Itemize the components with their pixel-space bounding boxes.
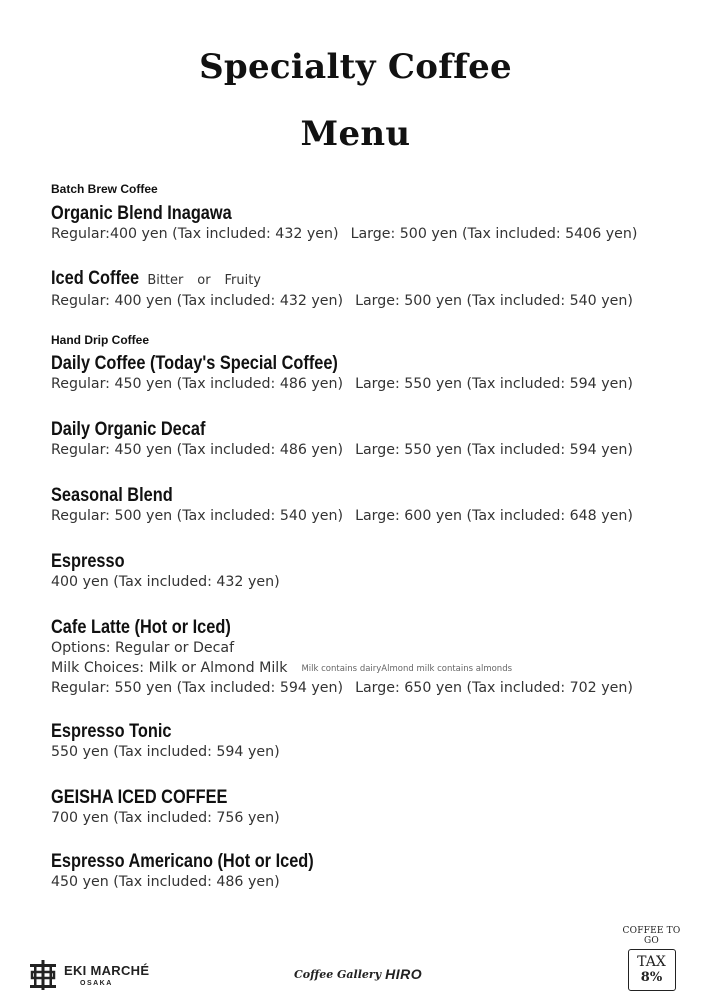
- coffee-gallery-text: Coffee Gallery: [294, 967, 382, 981]
- eki-marche-icon: [26, 958, 60, 992]
- large-price: Large: 550 yen (Tax included: 594 yen): [355, 442, 633, 458]
- item-price: 700 yen (Tax included: 756 yen): [51, 810, 280, 826]
- item-name: Espresso Tonic: [51, 721, 172, 742]
- allergen-note: Milk contains dairyAlmond milk contains almonds: [301, 663, 513, 674]
- item-price-line: [51, 441, 691, 461]
- item-price: 550 yen (Tax included: 594 yen): [51, 744, 280, 760]
- item-name: Daily Organic Decaf: [51, 419, 206, 440]
- item-name: Espresso Americano (Hot or Iced): [51, 851, 314, 872]
- item-name: GEISHA ICED COFFEE: [51, 787, 228, 808]
- eki-marche-logo: [26, 958, 149, 992]
- tax-label: TAX: [637, 954, 666, 970]
- item-name: Daily Coffee (Today's Special Coffee): [51, 353, 338, 374]
- regular-price: Regular: 450 yen (Tax included: 486 yen): [51, 376, 344, 392]
- latte-options: Options: Regular or Decaf: [51, 640, 235, 656]
- regular-price: Regular:400 yen (Tax included: 432 yen): [51, 226, 339, 242]
- item-price-line: [51, 679, 691, 699]
- section-hand-drip: Hand Drip Coffee: [51, 333, 150, 347]
- tax-box: [628, 949, 676, 991]
- option-bitter: Bitter: [147, 273, 184, 288]
- tax-badge: [614, 926, 689, 991]
- regular-price: Regular: 550 yen (Tax included: 594 yen): [51, 680, 344, 696]
- hiro-logo-text: HIRO: [385, 966, 423, 982]
- regular-price: Regular: 450 yen (Tax included: 486 yen): [51, 442, 344, 458]
- menu-item-cafe-latte: [51, 617, 691, 699]
- large-price: Large: 500 yen (Tax included: 540 yen): [355, 293, 633, 309]
- menu-item-daily-decaf: [51, 419, 691, 461]
- coffee-gallery-hiro-logo: [294, 966, 422, 982]
- menu-title-line2: Menu: [300, 114, 411, 154]
- item-name: Espresso: [51, 551, 125, 572]
- item-name: Cafe Latte (Hot or Iced): [51, 617, 231, 638]
- item-price-line: [51, 375, 691, 395]
- item-name: Seasonal Blend: [51, 485, 173, 506]
- flavor-options: [148, 270, 262, 292]
- menu-item-daily-coffee: [51, 353, 691, 395]
- menu-title-line1: Specialty Coffee: [199, 47, 512, 87]
- regular-price: Regular: 400 yen (Tax included: 432 yen): [51, 293, 344, 309]
- item-price-line: [51, 292, 691, 312]
- item-name: Iced Coffee: [51, 268, 140, 289]
- menu-item-espresso: [51, 551, 691, 593]
- item-price: 450 yen (Tax included: 486 yen): [51, 874, 280, 890]
- large-price: Large: 550 yen (Tax included: 594 yen): [355, 376, 633, 392]
- option-fruity: Fruity: [224, 273, 262, 288]
- latte-milk-row: [51, 659, 691, 680]
- item-name: Organic Blend Inagawa: [51, 203, 232, 224]
- latte-milk-choices: Milk Choices: Milk or Almond Milk: [51, 659, 288, 676]
- eki-marche-sub: OSAKA: [80, 979, 113, 987]
- menu-item-organic-blend: [51, 203, 691, 245]
- item-price-line: [51, 507, 691, 527]
- menu-item-iced-coffee: [51, 268, 691, 312]
- large-price: Large: 500 yen (Tax included: 5406 yen): [350, 226, 638, 242]
- menu-item-geisha: [51, 787, 691, 829]
- tax-rate: 8%: [640, 970, 663, 985]
- section-batch-brew: Batch Brew Coffee: [51, 182, 158, 196]
- menu-item-seasonal-blend: [51, 485, 691, 527]
- item-name-row: [51, 268, 601, 292]
- menu-item-americano: [51, 851, 691, 893]
- item-price-line: [51, 225, 691, 245]
- eki-marche-name: EKI MARCHÉ: [64, 962, 150, 978]
- item-price: 400 yen (Tax included: 432 yen): [51, 574, 280, 590]
- option-or: or: [197, 273, 211, 288]
- menu-item-espresso-tonic: [51, 721, 691, 763]
- large-price: Large: 600 yen (Tax included: 648 yen): [355, 508, 633, 524]
- large-price: Large: 650 yen (Tax included: 702 yen): [355, 680, 633, 696]
- regular-price: Regular: 500 yen (Tax included: 540 yen): [51, 508, 344, 524]
- coffee-to-go-label: COFFEE TO GO: [622, 926, 681, 946]
